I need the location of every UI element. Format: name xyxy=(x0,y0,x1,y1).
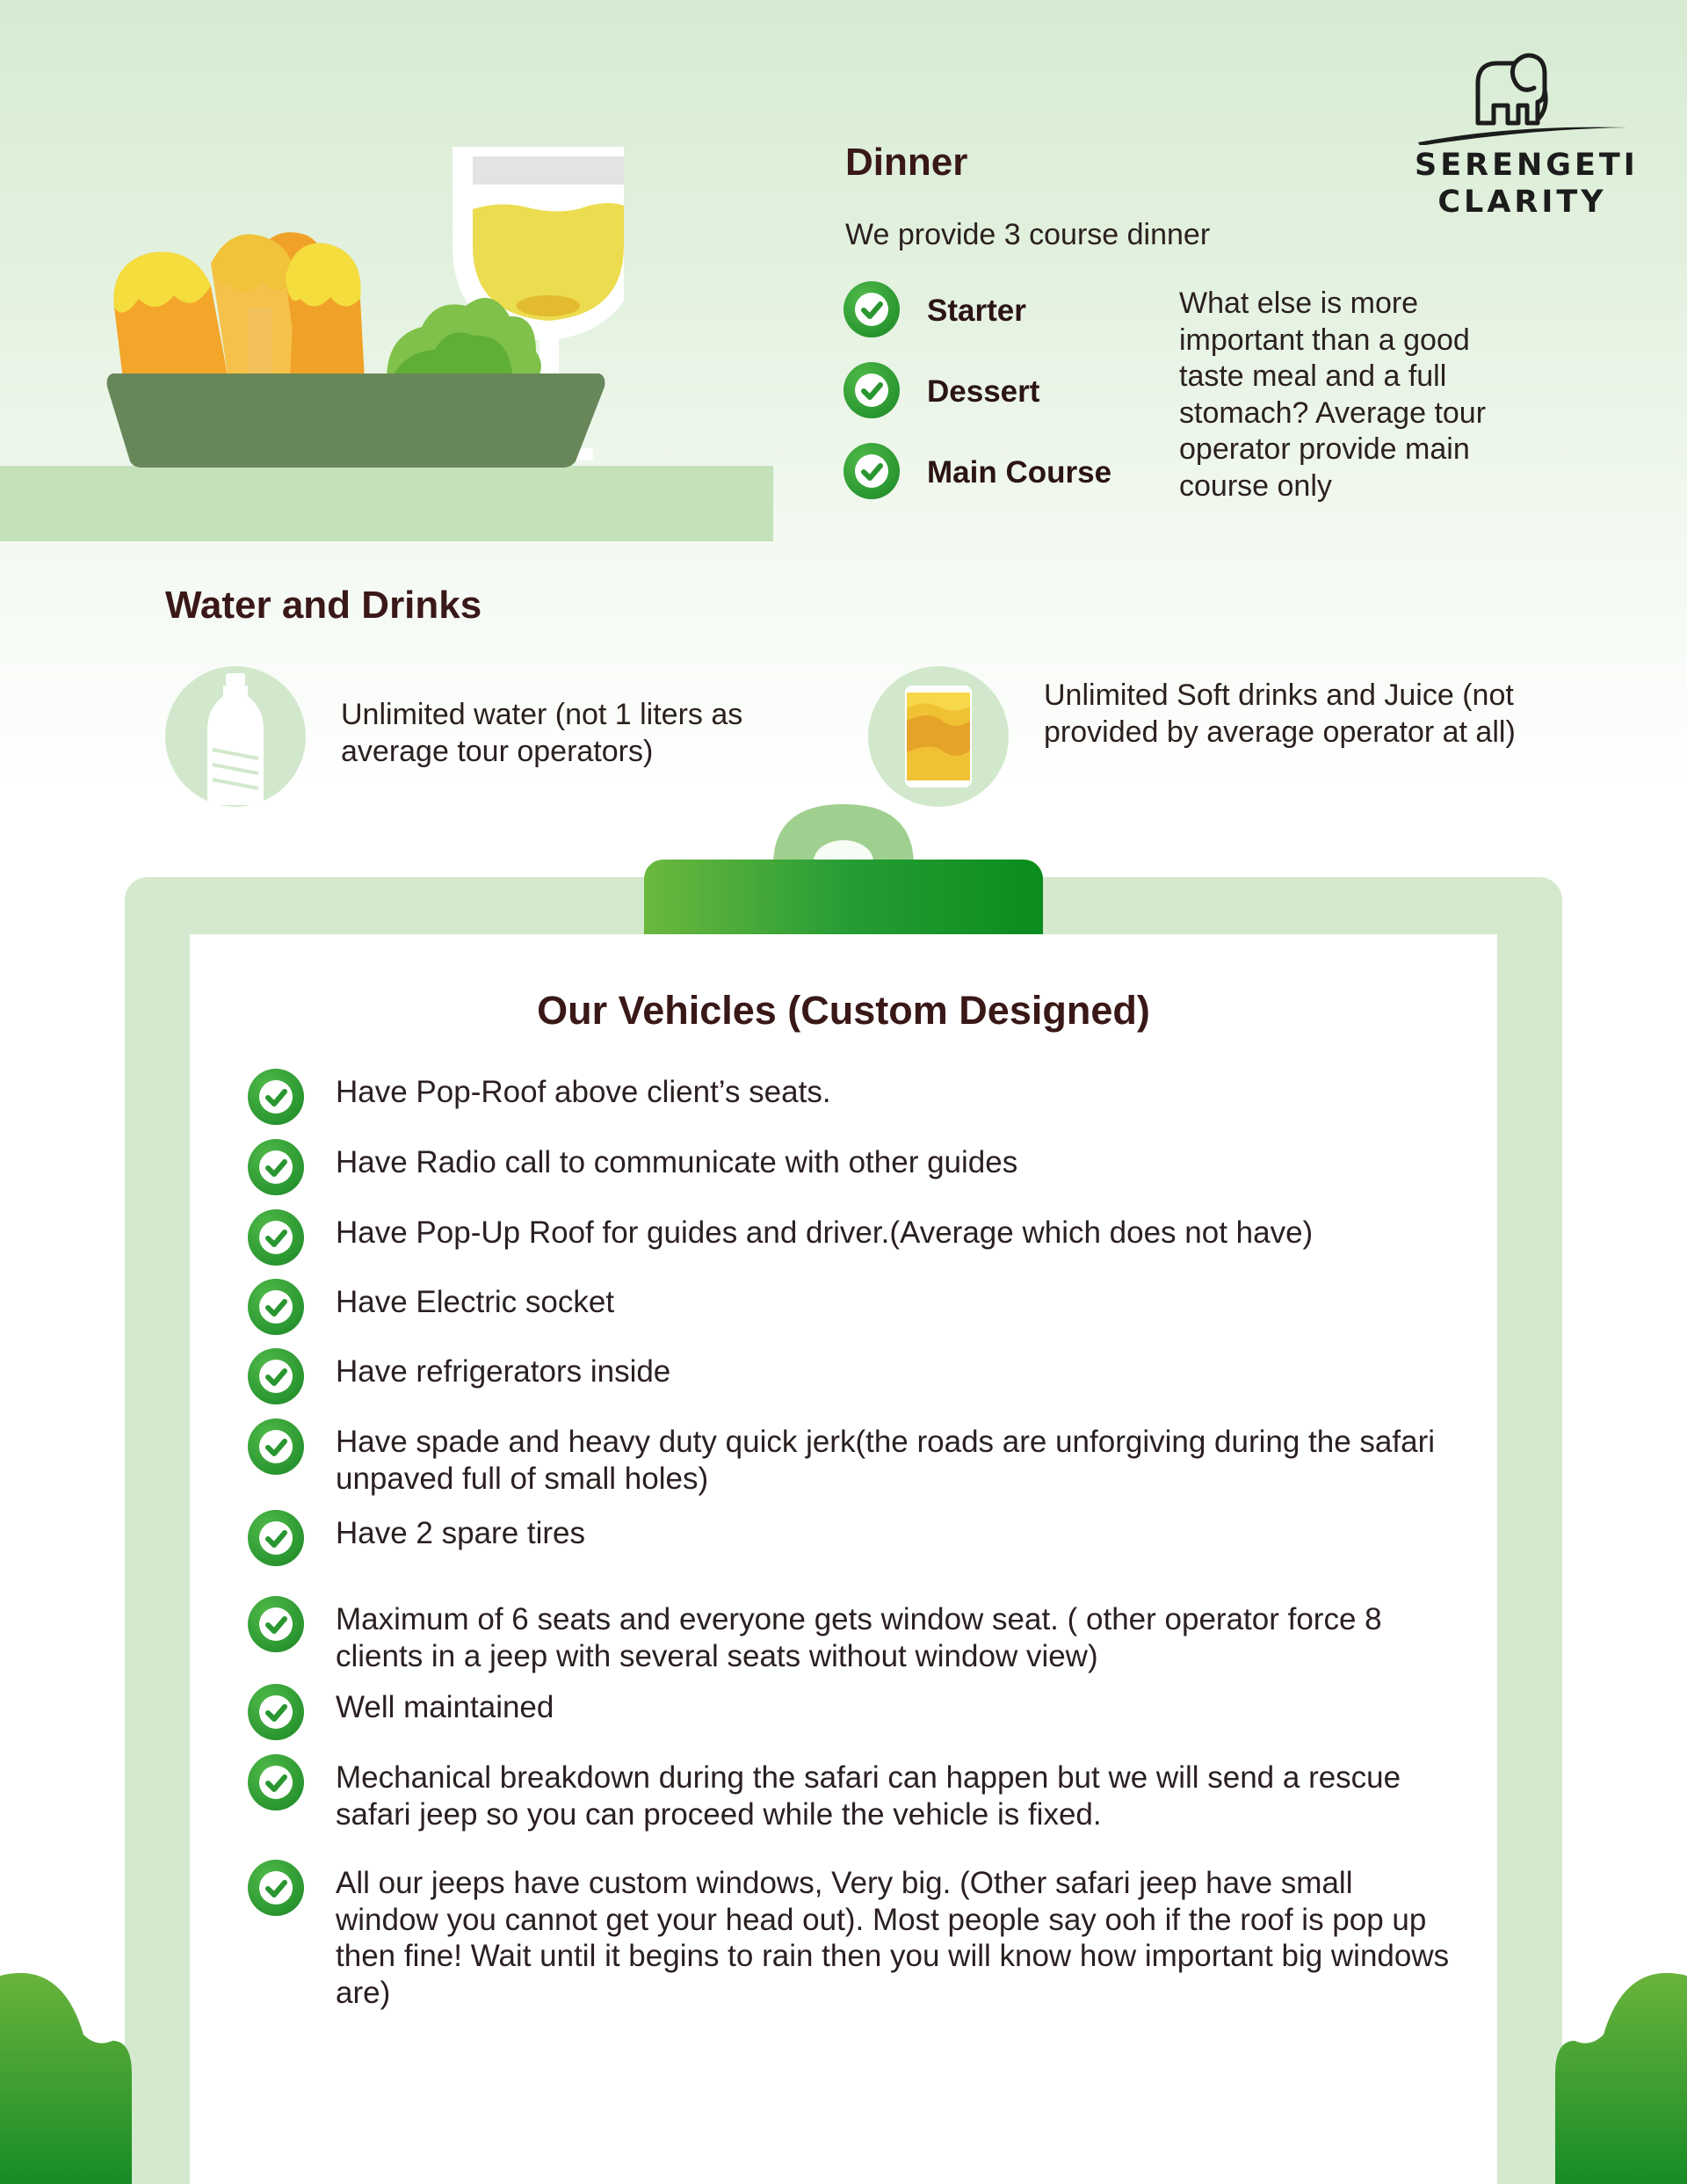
check-icon xyxy=(248,1684,304,1740)
check-icon xyxy=(248,1419,304,1475)
drink-can-icon xyxy=(868,666,1009,807)
check-icon xyxy=(844,362,900,418)
check-icon xyxy=(248,1209,304,1266)
course-starter: Starter xyxy=(927,294,1026,328)
vehicle-feature-text: Have 2 spare tires xyxy=(336,1516,586,1550)
clipboard-clip xyxy=(644,860,1043,934)
serengeti-clarity-logo xyxy=(1406,44,1639,229)
vehicle-feature-text: Have refrigerators inside xyxy=(336,1354,671,1389)
course-dessert: Dessert xyxy=(927,374,1040,409)
check-icon xyxy=(248,1510,304,1566)
course-main: Main Course xyxy=(927,455,1112,490)
logo-text-line1: SERENGETI xyxy=(1415,148,1639,183)
vehicles-title: Our Vehicles (Custom Designed) xyxy=(537,988,1150,1033)
vehicle-feature-text: Well maintained xyxy=(336,1690,554,1724)
vehicle-feature-text: Have spade and heavy duty quick jerk(the roads are unforgiving during the safari unpaved full of small holes) xyxy=(336,1425,1436,1496)
logo-text-line2: CLARITY xyxy=(1437,185,1607,220)
vehicle-feature-text: All our jeeps have custom windows, Very big. (Other safari jeep have small window you cannot get your head out). Most people say ooh if the roof is pop up then fine! Wait until it begins to rain then you will know how important big windows are) xyxy=(336,1866,1450,2010)
drinks-title: Water and Drinks xyxy=(165,584,482,627)
check-icon xyxy=(248,1860,304,1916)
water-bottle-icon xyxy=(165,666,306,807)
check-icon xyxy=(248,1754,304,1810)
vehicle-feature-text: Mechanical breakdown during the safari can happen but we will send a rescue safari jeep so you can proceed while the vehicle is fixed. xyxy=(336,1760,1401,1832)
dinner-subtitle: We provide 3 course dinner xyxy=(845,218,1211,251)
dinner-illustration xyxy=(97,141,624,475)
check-icon xyxy=(248,1348,304,1404)
check-icon xyxy=(248,1596,304,1652)
vehicle-feature-text: Have Radio call to communicate with other guides xyxy=(336,1145,1018,1179)
bush-left-decoration xyxy=(0,1960,132,2184)
check-icon xyxy=(844,281,900,337)
illustration-shelf xyxy=(0,466,773,541)
vehicle-feature-text: Maximum of 6 seats and everyone gets window seat. ( other operator force 8 clients in a jeep with several seats without window view) xyxy=(336,1602,1382,1673)
check-icon xyxy=(844,443,900,499)
food-and-wine-icon xyxy=(97,141,624,475)
bush-right-decoration xyxy=(1555,1960,1687,2184)
elephant-icon xyxy=(1406,44,1634,145)
check-icon xyxy=(248,1069,304,1125)
dinner-title: Dinner xyxy=(845,141,968,184)
water-text: Unlimited water (not 1 liters as average tour operators) xyxy=(341,698,743,768)
soft-drinks-text: Unlimited Soft drinks and Juice (not provided by average operator at all) xyxy=(1044,678,1516,749)
check-icon xyxy=(248,1139,304,1195)
dinner-note: What else is more important than a good taste meal and a full stomach? Average tour operator provide main course only xyxy=(1179,287,1487,503)
vehicle-feature-text: Have Electric socket xyxy=(336,1285,615,1319)
vehicle-feature-text: Have Pop-Roof above client’s seats. xyxy=(336,1075,831,1109)
vehicle-feature-text: Have Pop-Up Roof for guides and driver.(Average which does not have) xyxy=(336,1215,1314,1250)
check-icon xyxy=(248,1279,304,1335)
